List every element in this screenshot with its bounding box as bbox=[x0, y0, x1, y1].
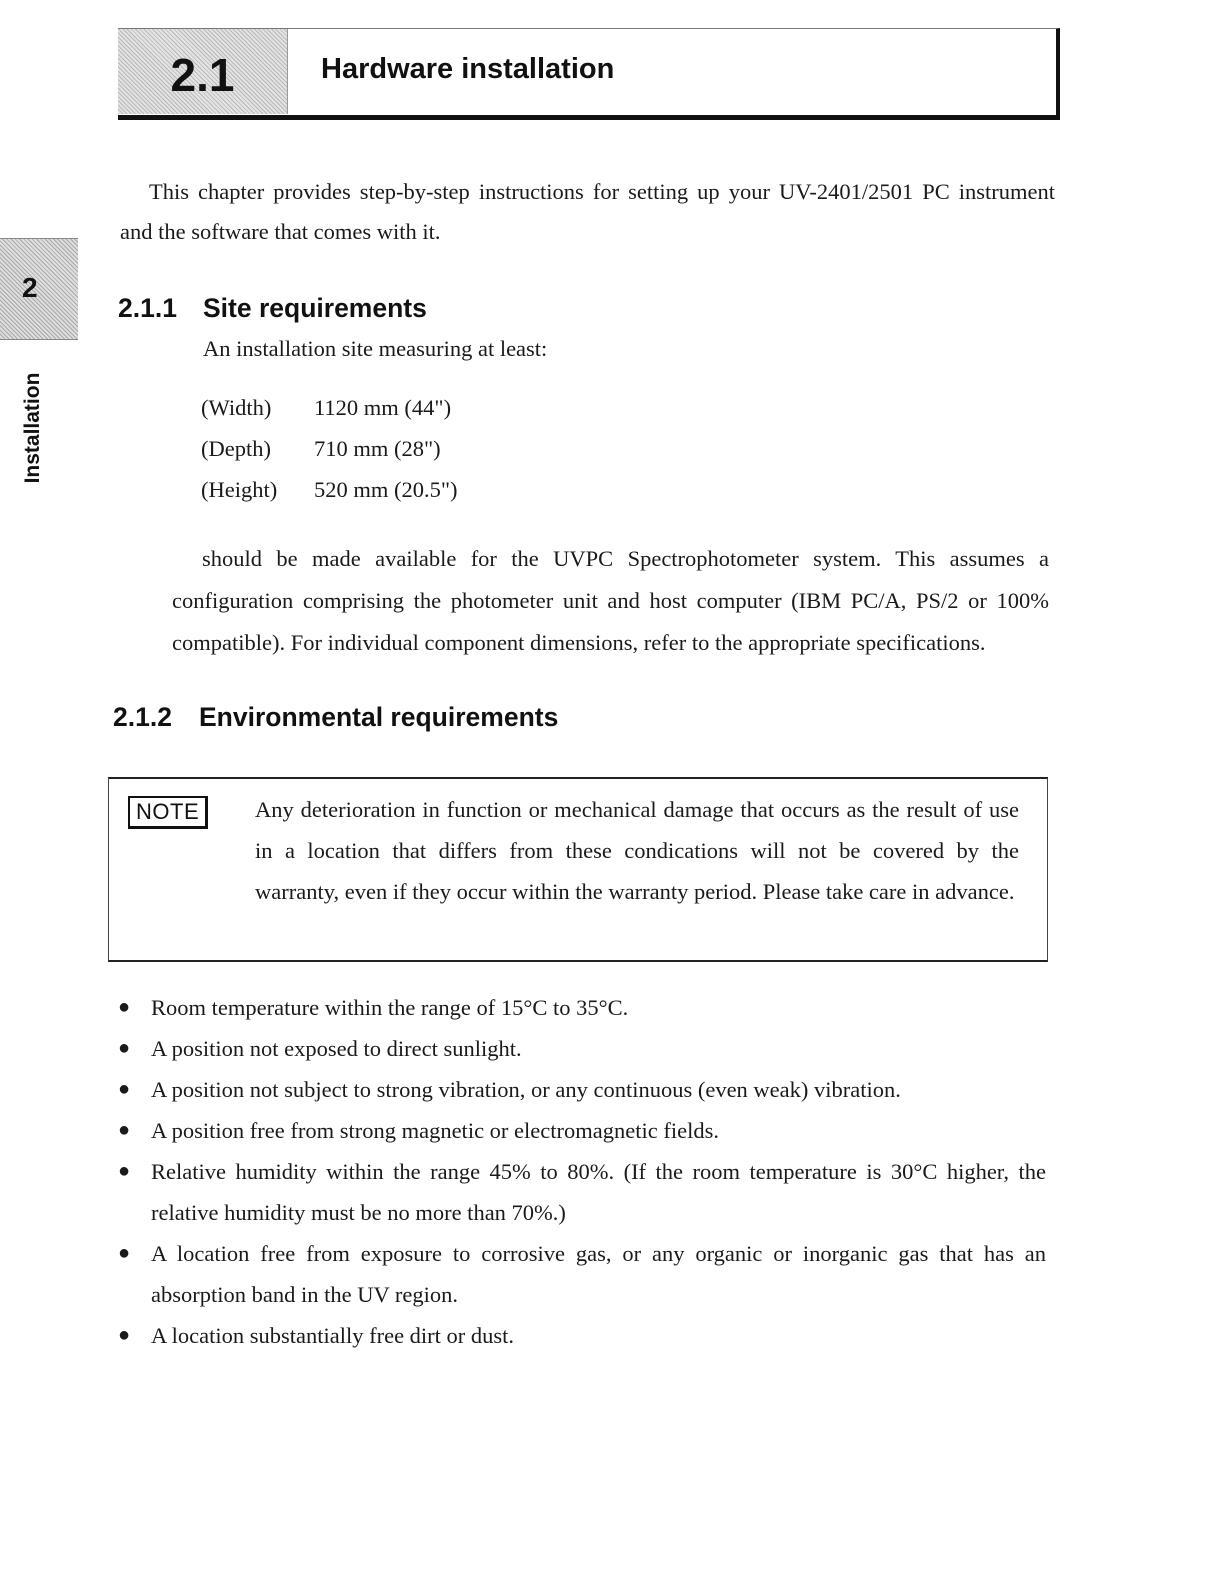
list-item-text: A position not exposed to direct sunlight. bbox=[151, 1036, 522, 1061]
section-title: Environmental requirements bbox=[199, 702, 559, 732]
bullet-icon: ● bbox=[118, 1119, 131, 1141]
list-item bbox=[116, 1151, 1046, 1233]
list-item-text: Room temperature within the range of 15°C to 35°C. bbox=[151, 995, 629, 1020]
side-tab bbox=[0, 238, 78, 340]
side-tab-label: Installation bbox=[21, 372, 44, 484]
dimension-row bbox=[201, 395, 458, 436]
list-item bbox=[116, 1110, 1046, 1151]
list-item-text: Relative humidity within the range 45% to 80%. (If the room temperature is 30°C higher, the relative humidity must be no more than 70%.) bbox=[151, 1159, 1046, 1225]
bullet-icon: ● bbox=[118, 996, 131, 1018]
chapter-header bbox=[118, 28, 1060, 120]
bullet-icon: ● bbox=[118, 1078, 131, 1100]
note-box bbox=[108, 777, 1048, 962]
dimension-row bbox=[201, 477, 458, 518]
list-item bbox=[116, 1233, 1046, 1315]
list-item-text: A position free from strong magnetic or electromagnetic fields. bbox=[151, 1118, 719, 1143]
section-heading-site bbox=[118, 293, 427, 324]
site-paragraph: should be made available for the UVPC Spectrophotometer system. This assumes a configuration comprising the photometer unit and host computer (IBM PC/A, PS/2 or 100% compatible). For individual component dimensions, refer to the appropriate specifications. bbox=[172, 546, 1049, 655]
dimension-value: 710 mm (28") bbox=[314, 436, 441, 461]
section-number: 2.1.2 bbox=[113, 702, 172, 732]
note-text: Any deterioration in function or mechanical damage that occurs as the result of use in a location that differs from these condications will not be covered by the warranty, even if they occur within the warranty period. Please take care in advance. bbox=[255, 797, 1019, 904]
bullet-icon: ● bbox=[118, 1160, 131, 1182]
list-item bbox=[116, 1069, 1046, 1110]
bullet-icon: ● bbox=[118, 1324, 131, 1346]
section-number: 2.1.1 bbox=[118, 293, 177, 323]
list-item-text: A location substantially free dirt or dust. bbox=[151, 1323, 515, 1348]
dimension-value: 1120 mm (44") bbox=[314, 395, 452, 420]
dimension-value: 520 mm (20.5") bbox=[314, 477, 458, 502]
list-item-text: A location free from exposure to corrosive gas, or any organic or inorganic gas that has an absorption band in the UV region. bbox=[151, 1241, 1046, 1307]
chapter-number: 2.1 bbox=[118, 29, 288, 114]
intro-paragraph: This chapter provides step-by-step instructions for setting up your UV-2401/2501 PC instrument and the software that comes with it. bbox=[120, 179, 1055, 244]
requirements-list bbox=[116, 987, 1046, 1356]
section-heading-environment bbox=[113, 702, 558, 733]
site-lead-text: An installation site measuring at least: bbox=[203, 336, 548, 361]
list-item-text: A position not subject to strong vibration, or any continuous (even weak) vibration. bbox=[151, 1077, 901, 1102]
note-label: NOTE bbox=[128, 796, 208, 829]
list-item bbox=[116, 1028, 1046, 1069]
dimension-list bbox=[201, 395, 458, 518]
dimension-label: (Depth) bbox=[201, 436, 271, 461]
bullet-icon: ● bbox=[118, 1037, 131, 1059]
list-item bbox=[116, 1315, 1046, 1356]
dimension-label: (Height) bbox=[201, 477, 278, 502]
side-tab-number: 2 bbox=[22, 272, 38, 303]
list-item bbox=[116, 987, 1046, 1028]
chapter-title: Hardware installation bbox=[321, 53, 615, 85]
dimension-label: (Width) bbox=[201, 395, 272, 420]
dimension-row bbox=[201, 436, 458, 477]
section-title: Site requirements bbox=[203, 293, 427, 323]
bullet-icon: ● bbox=[118, 1242, 131, 1264]
